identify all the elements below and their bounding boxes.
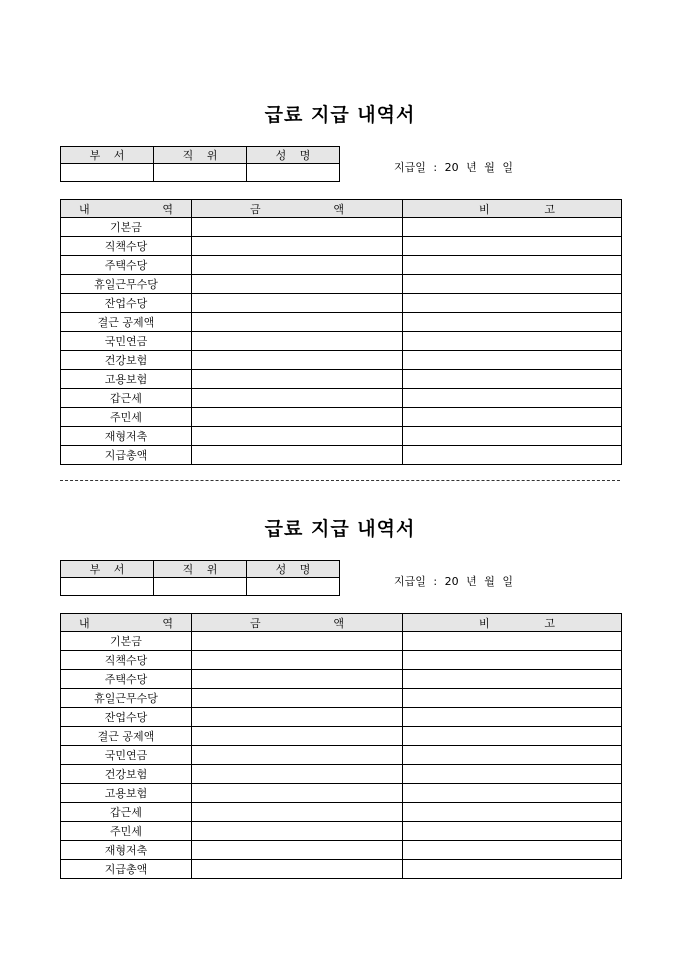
amount-cell[interactable] [192, 670, 403, 689]
note-header-char: 비 [479, 616, 490, 630]
amount-cell[interactable] [192, 651, 403, 670]
item-label: 지급총액 [61, 446, 192, 465]
item-label: 건강보험 [61, 351, 192, 370]
table-row [61, 841, 622, 860]
slip-title: 급료 지급 내역서 [264, 104, 416, 126]
amount-cell[interactable] [192, 746, 403, 765]
note-header-char: 고 [544, 616, 555, 630]
note-cell[interactable] [403, 708, 622, 727]
note-cell[interactable] [403, 803, 622, 822]
item-label: 주택수당 [61, 670, 192, 689]
note-cell[interactable] [403, 294, 622, 313]
table-row [61, 708, 622, 727]
item-header-char: 내 [79, 202, 90, 216]
note-cell[interactable] [403, 275, 622, 294]
table-row [61, 746, 622, 765]
note-cell[interactable] [403, 746, 622, 765]
table-row [61, 313, 622, 332]
amount-cell[interactable] [192, 860, 403, 879]
note-cell[interactable] [403, 218, 622, 237]
amount-cell[interactable] [192, 256, 403, 275]
item-label: 주민세 [61, 822, 192, 841]
employee-info-table [60, 146, 340, 182]
item-label: 잔업수당 [61, 708, 192, 727]
item-label: 결근 공제액 [61, 727, 192, 746]
amount-cell[interactable] [192, 237, 403, 256]
amount-cell[interactable] [192, 841, 403, 860]
amount-column-header [192, 200, 403, 218]
note-column-header [403, 200, 622, 218]
item-label: 건강보험 [61, 765, 192, 784]
note-cell[interactable] [403, 237, 622, 256]
pay-date: 지급일 : 20 년 월 일 [394, 161, 513, 174]
item-label: 휴일근무수당 [61, 275, 192, 294]
table-row [61, 727, 622, 746]
department-label: 부 서 [61, 561, 154, 578]
item-label: 주택수당 [61, 256, 192, 275]
department-label: 부 서 [61, 147, 154, 164]
table-row [61, 218, 622, 237]
item-label: 지급총액 [61, 860, 192, 879]
item-label: 고용보험 [61, 370, 192, 389]
name-label: 성 명 [247, 561, 340, 578]
slip-title: 급료 지급 내역서 [264, 518, 416, 540]
item-column-header [61, 200, 192, 218]
item-header-char: 역 [162, 202, 173, 216]
note-cell[interactable] [403, 841, 622, 860]
item-label: 재형저축 [61, 841, 192, 860]
name-field[interactable] [247, 164, 340, 182]
position-label: 직 위 [154, 561, 247, 578]
table-row [61, 275, 622, 294]
amount-cell[interactable] [192, 822, 403, 841]
note-column-header [403, 614, 622, 632]
note-cell[interactable] [403, 860, 622, 879]
item-label: 기본금 [61, 632, 192, 651]
amount-header-char: 금 [250, 616, 261, 630]
item-label: 결근 공제액 [61, 313, 192, 332]
note-cell[interactable] [403, 784, 622, 803]
item-label: 휴일근무수당 [61, 689, 192, 708]
item-label: 기본금 [61, 218, 192, 237]
note-header-char: 고 [544, 202, 555, 216]
table-row [61, 803, 622, 822]
employee-info-table [60, 560, 340, 596]
amount-header-char: 금 [250, 202, 261, 216]
note-cell[interactable] [403, 765, 622, 784]
item-column-header [61, 614, 192, 632]
amount-cell[interactable] [192, 803, 403, 822]
item-label: 국민연금 [61, 746, 192, 765]
amount-cell[interactable] [192, 294, 403, 313]
note-cell[interactable] [403, 389, 622, 408]
pay-slip-2 [0, 414, 680, 876]
amount-cell[interactable] [192, 332, 403, 351]
position-field[interactable] [154, 578, 247, 596]
item-label: 직책수당 [61, 237, 192, 256]
amount-cell[interactable] [192, 351, 403, 370]
item-label: 갑근세 [61, 389, 192, 408]
note-cell[interactable] [403, 670, 622, 689]
name-field[interactable] [247, 578, 340, 596]
table-row [61, 670, 622, 689]
item-label: 잔업수당 [61, 294, 192, 313]
table-row [61, 784, 622, 803]
note-cell[interactable] [403, 370, 622, 389]
amount-column-header [192, 614, 403, 632]
table-row [61, 294, 622, 313]
note-cell[interactable] [403, 727, 622, 746]
item-header-char: 내 [79, 616, 90, 630]
amount-cell[interactable] [192, 218, 403, 237]
pay-date: 지급일 : 20 년 월 일 [394, 575, 513, 588]
table-row [61, 389, 622, 408]
amount-cell[interactable] [192, 784, 403, 803]
table-row [61, 237, 622, 256]
pay-items-table [60, 613, 622, 879]
table-row [61, 860, 622, 879]
department-field[interactable] [61, 578, 154, 596]
table-row [61, 651, 622, 670]
amount-cell[interactable] [192, 632, 403, 651]
amount-cell[interactable] [192, 275, 403, 294]
item-label: 재형저축 [61, 427, 192, 446]
amount-cell[interactable] [192, 389, 403, 408]
note-cell[interactable] [403, 651, 622, 670]
item-label: 국민연금 [61, 332, 192, 351]
note-cell[interactable] [403, 332, 622, 351]
table-row [61, 765, 622, 784]
amount-cell[interactable] [192, 370, 403, 389]
position-label: 직 위 [154, 147, 247, 164]
table-row [61, 351, 622, 370]
item-label: 고용보험 [61, 784, 192, 803]
department-field[interactable] [61, 164, 154, 182]
note-cell[interactable] [403, 256, 622, 275]
note-cell[interactable] [403, 351, 622, 370]
position-field[interactable] [154, 164, 247, 182]
table-row [61, 822, 622, 841]
amount-header-char: 액 [333, 616, 344, 630]
amount-cell[interactable] [192, 727, 403, 746]
note-cell[interactable] [403, 689, 622, 708]
amount-cell[interactable] [192, 313, 403, 332]
table-row [61, 632, 622, 651]
item-header-char: 역 [162, 616, 173, 630]
amount-cell[interactable] [192, 708, 403, 727]
table-row [61, 370, 622, 389]
item-label: 직책수당 [61, 651, 192, 670]
amount-cell[interactable] [192, 689, 403, 708]
name-label: 성 명 [247, 147, 340, 164]
table-row [61, 256, 622, 275]
note-cell[interactable] [403, 313, 622, 332]
amount-cell[interactable] [192, 765, 403, 784]
item-label: 주민세 [61, 408, 192, 427]
pay-slip-1 [0, 0, 680, 462]
note-cell[interactable] [403, 632, 622, 651]
item-label: 갑근세 [61, 803, 192, 822]
table-row [61, 332, 622, 351]
note-cell[interactable] [403, 822, 622, 841]
note-header-char: 비 [479, 202, 490, 216]
amount-header-char: 액 [333, 202, 344, 216]
table-row [61, 689, 622, 708]
